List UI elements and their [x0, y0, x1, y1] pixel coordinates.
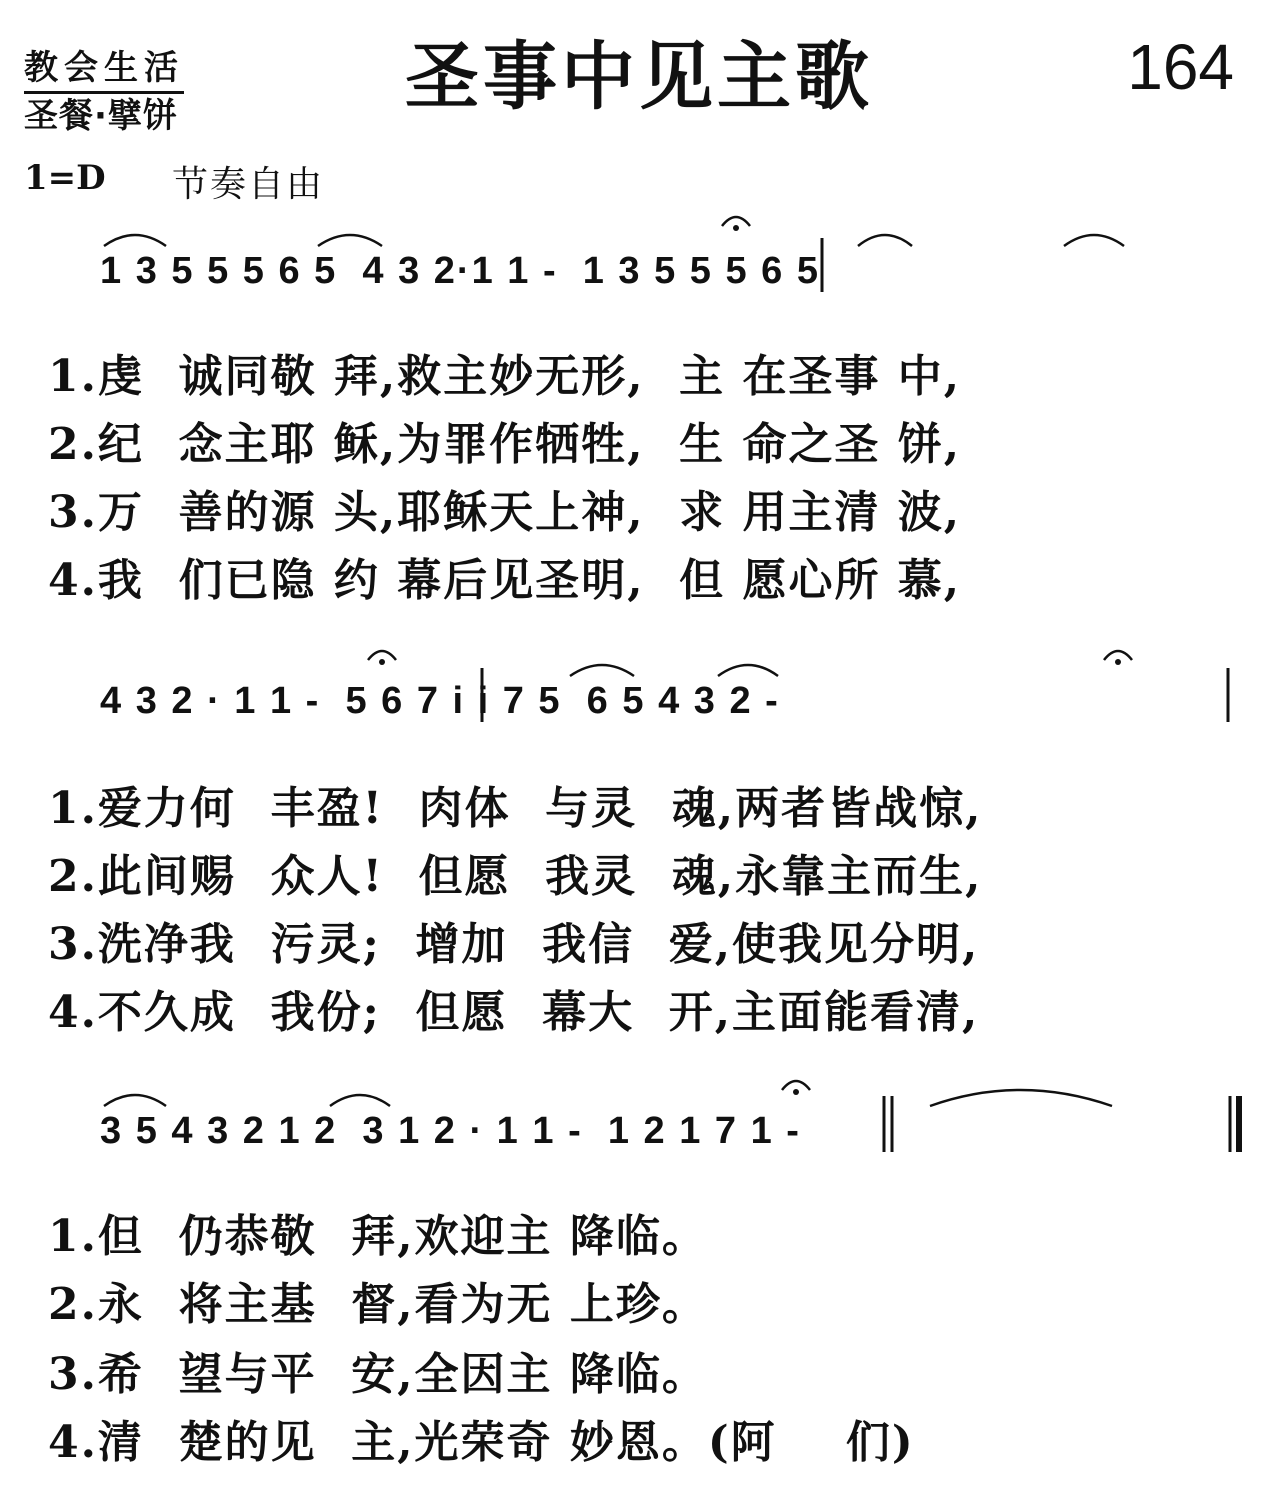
lyric-line: 4.我 们已隐 约 幕后见圣明, 但 愿心所 慕, [48, 555, 962, 606]
slur-mark [570, 665, 634, 676]
slur-mark [104, 235, 166, 246]
lyric-line: 4.不久成 我份; 但愿 幕大 开,主面能看清, [48, 987, 980, 1038]
slur-mark [318, 235, 382, 246]
fermata-mark [368, 651, 396, 660]
fermata-dot [733, 225, 739, 231]
slur-mark [718, 665, 778, 676]
lyric-line: 2.此间赐 众人! 但愿 我灵 魂,永靠主而生, [48, 851, 983, 902]
slur-mark [104, 1095, 166, 1106]
slur-mark [858, 235, 912, 246]
lyric-line: 1.虔 诚同敬 拜,救主妙无形, 主 在圣事 中, [48, 351, 962, 402]
hymn-number: 164 [1127, 31, 1234, 103]
lyric-line: 1.但 仍恭敬 拜,欢迎主 降临。 [48, 1211, 708, 1262]
fermata-dot [793, 1089, 799, 1095]
fermata-dot [1115, 659, 1121, 665]
lyric-line: 1.爱力何 丰盈! 肉体 与灵 魂,两者皆战惊, [48, 783, 983, 834]
lyric-line: 4.清 楚的见 主,光荣奇 妙恩。(阿 们) [48, 1417, 915, 1468]
slur-mark [330, 1095, 390, 1106]
fermata-dot [379, 659, 385, 665]
lyric-line: 3.洗净我 污灵; 增加 我信 爱,使我见分明, [48, 919, 980, 970]
lyric-line: 3.希 望与平 安,全因主 降临。 [48, 1349, 708, 1400]
notation-line-3: 3 5 4 3 2 1 2 3 1 2 · 1 1 - 1 2 1 7 1 - [100, 1110, 801, 1152]
fermata-mark [782, 1081, 810, 1090]
slur-mark [1064, 235, 1124, 246]
lyric-line: 2.永 将主基 督,看为无 上珍。 [48, 1279, 708, 1330]
subcategory-label: 圣餐·擘饼 [24, 96, 178, 136]
final-barline [1236, 1096, 1242, 1152]
notation-line-2: 4 3 2 · 1 1 - 5 6 7 i i 7 5 6 5 4 3 2 - [100, 680, 780, 722]
fermata-mark [722, 217, 750, 226]
tempo-marking: 节奏自由 [172, 164, 325, 205]
slur-mark [930, 1090, 1112, 1106]
hymn-title: 圣事中见主歌 [405, 34, 873, 120]
key-signature: 1=D [24, 158, 106, 198]
lyric-line: 2.纪 念主耶 稣,为罪作牺牲, 生 命之圣 饼, [48, 419, 962, 470]
category-label: 教会生活 [24, 40, 184, 94]
fermata-mark [1104, 651, 1132, 660]
notation-line-1: 1 3 5 5 5 6 5 4 3 2·1 1 - 1 3 5 5 5 6 5 [100, 250, 821, 292]
lyric-line: 3.万 善的源 头,耶稣天上神, 求 用主清 波, [48, 487, 962, 538]
